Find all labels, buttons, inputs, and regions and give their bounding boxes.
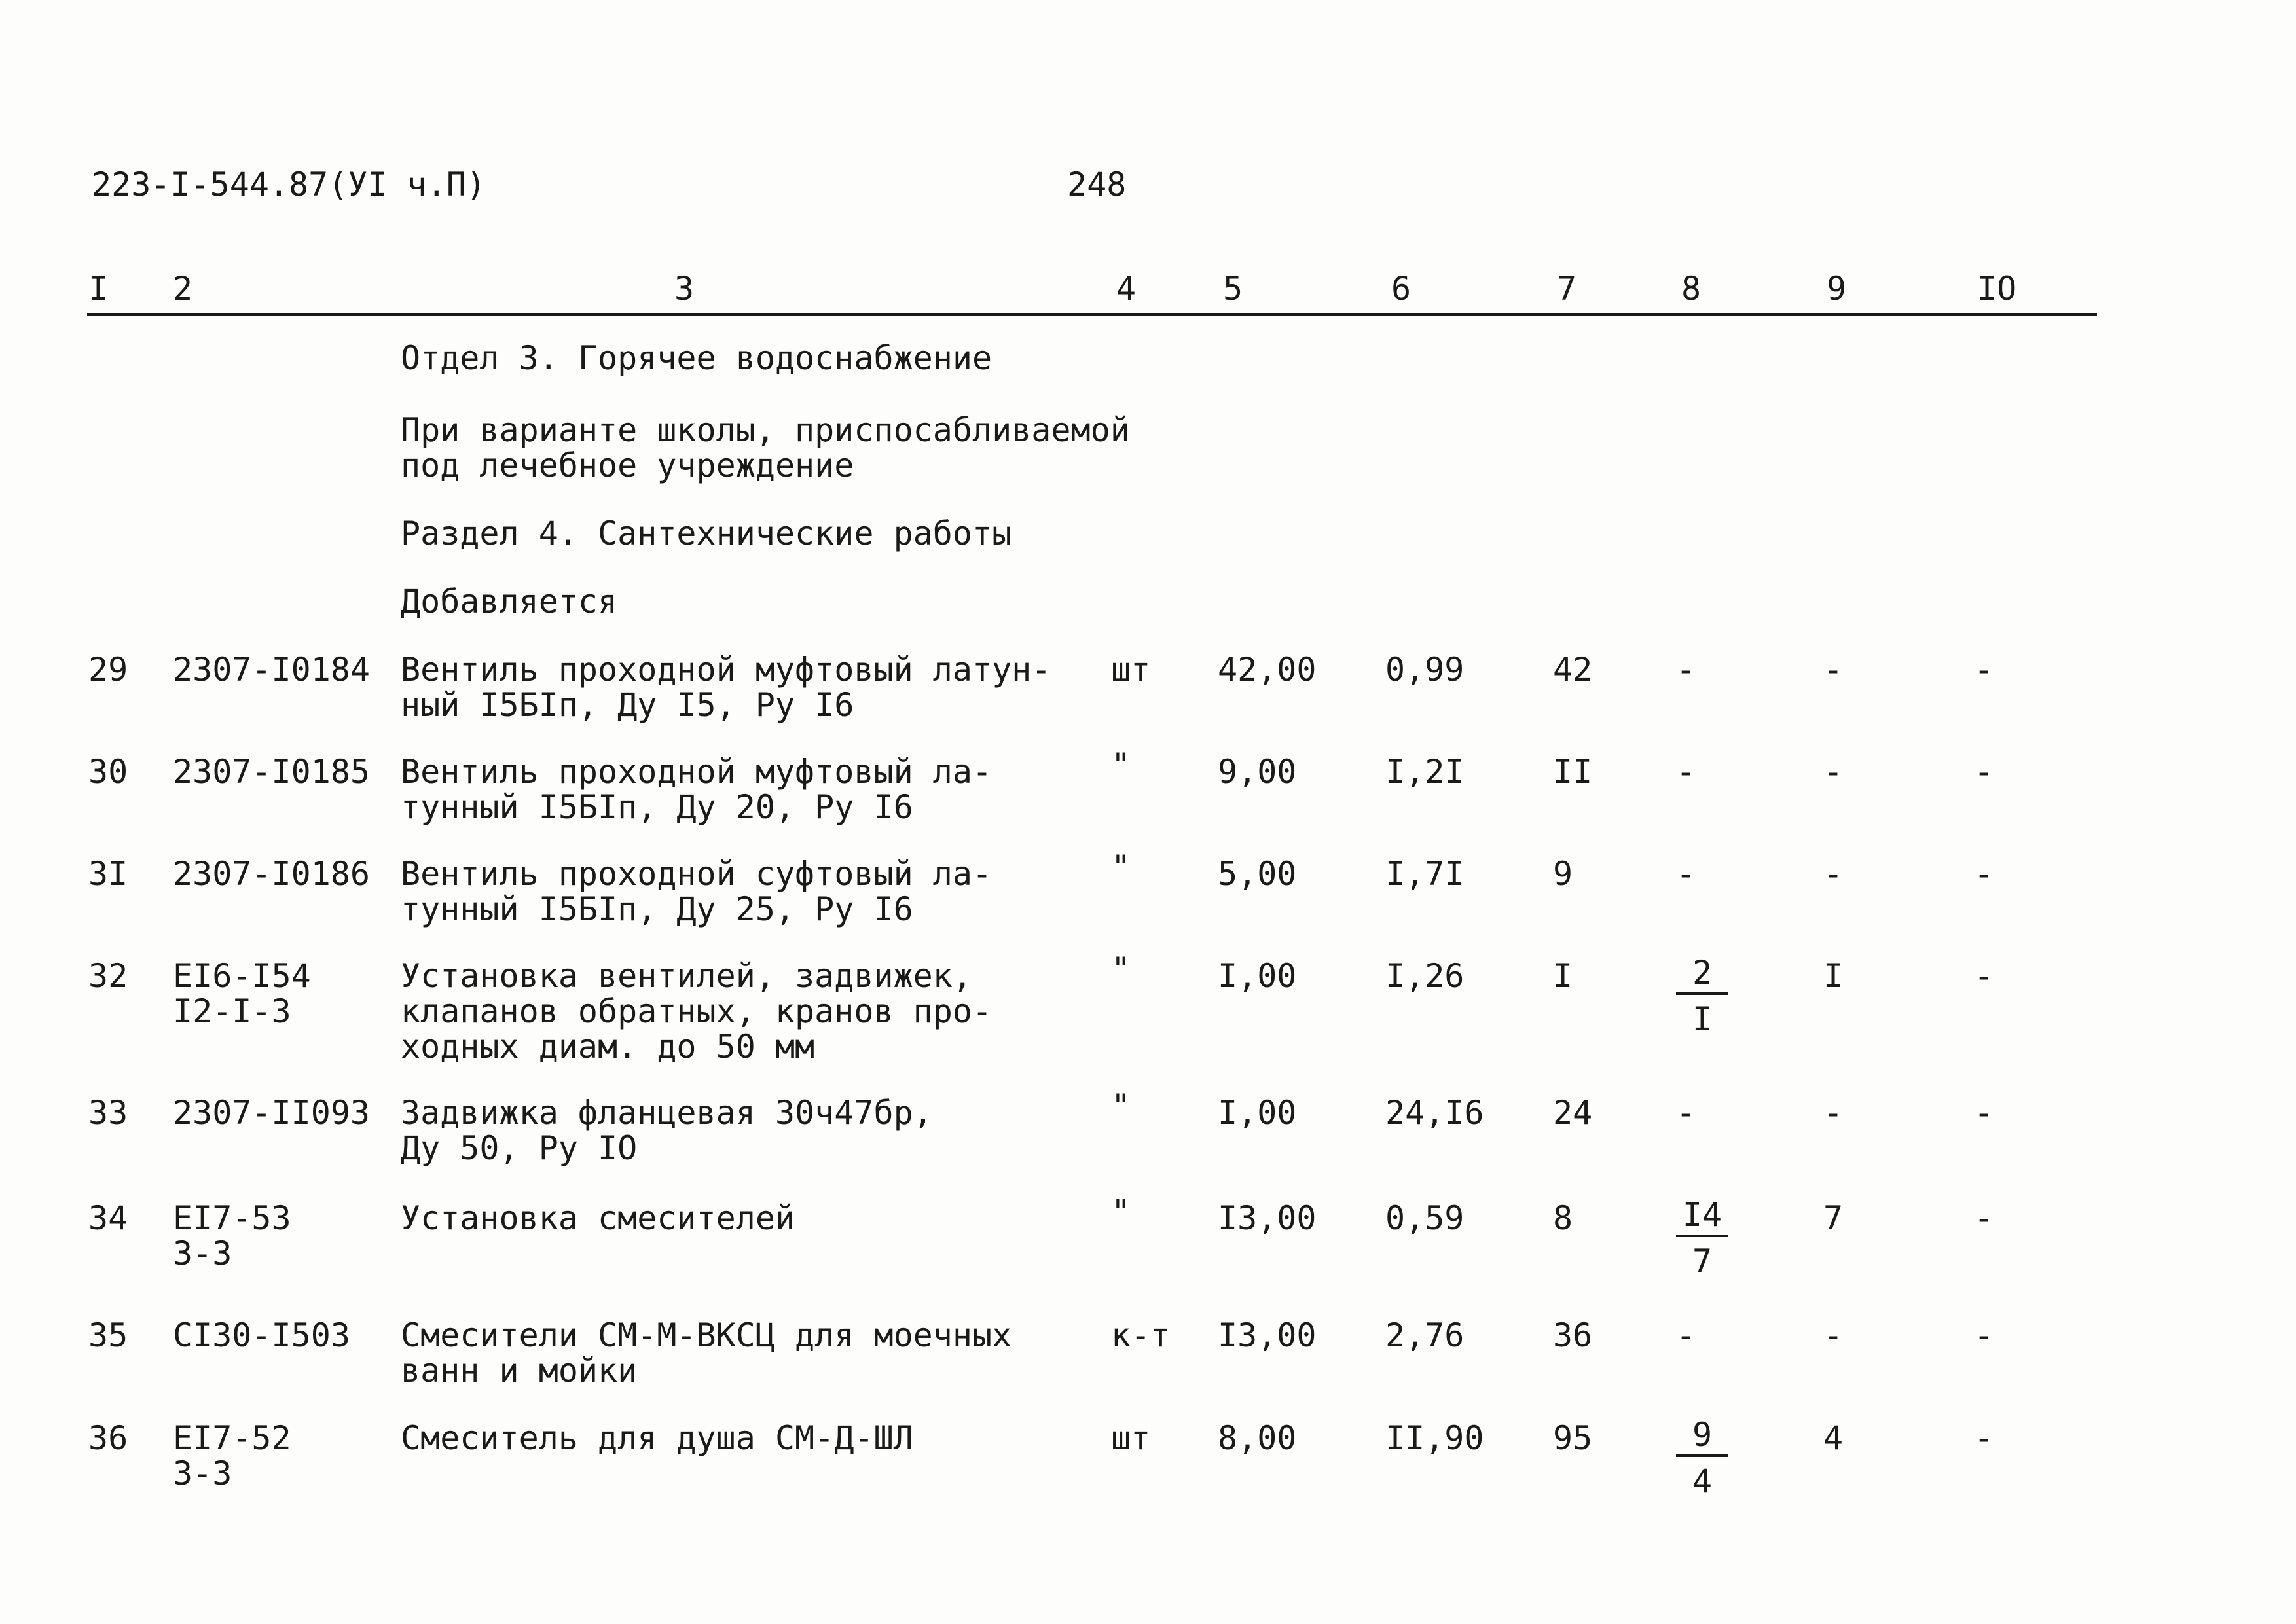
row-col10: -: [1974, 1419, 1994, 1457]
row-price: 24,I6: [1385, 1094, 1484, 1132]
row-col8: -: [1676, 1316, 1696, 1354]
row-total: 9: [1553, 855, 1573, 893]
row-price: 0,59: [1385, 1199, 1465, 1237]
row-name: Вентиль проходной муфтовый ла- тунный I5БIп, Ду 20, Ру I6: [401, 753, 993, 826]
row-total: 36: [1553, 1316, 1593, 1354]
row-unit: ": [1111, 746, 1131, 784]
row-col8-fraction: [1676, 1416, 1728, 1506]
row-col10: -: [1974, 1199, 1994, 1237]
row-total: I: [1553, 957, 1573, 995]
row-total: II: [1553, 753, 1593, 791]
column-number-8: 8: [1681, 270, 1702, 308]
row-number: 3I: [88, 855, 128, 893]
row-total: 42: [1553, 651, 1593, 689]
row-code: 2307-I0184: [173, 651, 371, 689]
row-col9: -: [1823, 1316, 1844, 1354]
row-col9: -: [1823, 651, 1844, 689]
column-number-7: 7: [1557, 270, 1577, 308]
row-number: 36: [88, 1419, 128, 1457]
row-quantity: 42,00: [1218, 651, 1317, 689]
column-number-3: 3: [674, 270, 695, 308]
row-name: Вентиль проходной муфтовый латун- ный I5БIп, Ду I5, Ру I6: [401, 651, 1051, 724]
row-col8: -: [1676, 753, 1696, 791]
row-col10: -: [1974, 1094, 1994, 1132]
row-col9: -: [1823, 753, 1844, 791]
section-caption: Добавляется: [401, 583, 618, 621]
column-number-6: 6: [1391, 270, 1412, 308]
row-number: 34: [88, 1199, 128, 1237]
row-number: 33: [88, 1094, 128, 1132]
row-name: Задвижка фланцевая 30ч47бр, Ду 50, Ру IO: [401, 1094, 933, 1167]
row-total: 95: [1553, 1419, 1593, 1457]
row-col10: -: [1974, 855, 1994, 893]
row-col10: -: [1974, 651, 1994, 689]
row-col10: -: [1974, 957, 1994, 995]
row-price: I,26: [1385, 957, 1465, 995]
row-quantity: I,00: [1218, 957, 1297, 995]
row-price: I,7I: [1385, 855, 1465, 893]
row-unit: к-т: [1111, 1316, 1171, 1354]
fraction-numerator: 9: [1676, 1416, 1728, 1457]
column-number-1: I: [88, 270, 109, 308]
row-col9: I: [1823, 957, 1844, 995]
row-unit: ": [1111, 1087, 1131, 1125]
fraction-denominator: 4: [1692, 1462, 1713, 1500]
row-number: 35: [88, 1316, 128, 1354]
row-name: Установка смесителей: [401, 1199, 795, 1237]
page-number: 248: [1067, 166, 1127, 204]
row-code: 2307-II093: [173, 1094, 371, 1132]
section-caption: При варианте школы, приспосабливаемой под лечебное учреждение: [401, 411, 1130, 484]
section-caption: Отдел 3. Горячее водоснабжение: [401, 339, 993, 377]
row-col10: -: [1974, 753, 1994, 791]
row-col9: -: [1823, 855, 1844, 893]
column-number-9: 9: [1827, 270, 1847, 308]
column-number-4: 4: [1116, 270, 1137, 308]
row-total: 8: [1553, 1199, 1573, 1237]
row-col8-fraction: [1676, 1197, 1728, 1286]
document-code: 223-I-544.87(УI ч.П): [92, 166, 486, 204]
row-name: Смеситель для душа СМ-Д-ШЛ: [401, 1419, 913, 1457]
row-col8: -: [1676, 1094, 1696, 1132]
column-number-2: 2: [173, 270, 193, 308]
row-col10: -: [1974, 1316, 1994, 1354]
row-code: ЕI7-52 3-3: [173, 1419, 291, 1492]
row-code: 2307-I0186: [173, 855, 371, 893]
section-caption: Раздел 4. Сантехнические работы: [401, 514, 1012, 552]
row-price: II,90: [1385, 1419, 1484, 1457]
header-rule: [87, 313, 2097, 316]
fraction-denominator: 7: [1692, 1242, 1713, 1280]
row-total: 24: [1553, 1094, 1593, 1132]
row-number: 30: [88, 753, 128, 791]
row-name: Установка вентилей, задвижек, клапанов обратных, кранов про- ходных диам. до 50 мм: [401, 957, 993, 1066]
row-quantity: I,00: [1218, 1094, 1297, 1132]
row-col9: -: [1823, 1094, 1844, 1132]
row-col8: -: [1676, 651, 1696, 689]
row-quantity: 9,00: [1218, 753, 1297, 791]
row-unit: ": [1111, 1193, 1131, 1231]
row-name: Вентиль проходной суфтовый ла- тунный I5БIп, Ду 25, Ру I6: [401, 855, 993, 928]
row-price: 0,99: [1385, 651, 1465, 689]
row-name: Смесители СМ-М-ВКСЦ для моечных ванн и мойки: [401, 1316, 1012, 1390]
row-col8: -: [1676, 855, 1696, 893]
row-code: 2307-I0185: [173, 753, 371, 791]
row-code: ЕI6-I54 I2-I-3: [173, 957, 311, 1030]
fraction-numerator: 2: [1676, 954, 1728, 995]
row-col9: 7: [1823, 1199, 1844, 1237]
row-number: 29: [88, 651, 128, 689]
row-price: I,2I: [1385, 753, 1465, 791]
row-code: ЕI7-53 3-3: [173, 1199, 291, 1272]
row-unit: ": [1111, 950, 1131, 988]
row-unit: шт: [1111, 651, 1151, 689]
row-unit: шт: [1111, 1419, 1151, 1457]
row-unit: ": [1111, 848, 1131, 886]
row-col9: 4: [1823, 1419, 1844, 1457]
column-number-10: IO: [1977, 270, 2017, 308]
row-number: 32: [88, 957, 128, 995]
row-quantity: I3,00: [1218, 1199, 1317, 1237]
row-price: 2,76: [1385, 1316, 1465, 1354]
row-quantity: 5,00: [1218, 855, 1297, 893]
fraction-denominator: I: [1692, 1000, 1713, 1038]
column-number-5: 5: [1223, 270, 1243, 308]
fraction-numerator: I4: [1676, 1197, 1728, 1237]
row-col8-fraction: [1676, 954, 1728, 1043]
row-quantity: I3,00: [1218, 1316, 1317, 1354]
row-quantity: 8,00: [1218, 1419, 1297, 1457]
row-code: СI30-I503: [173, 1316, 350, 1354]
